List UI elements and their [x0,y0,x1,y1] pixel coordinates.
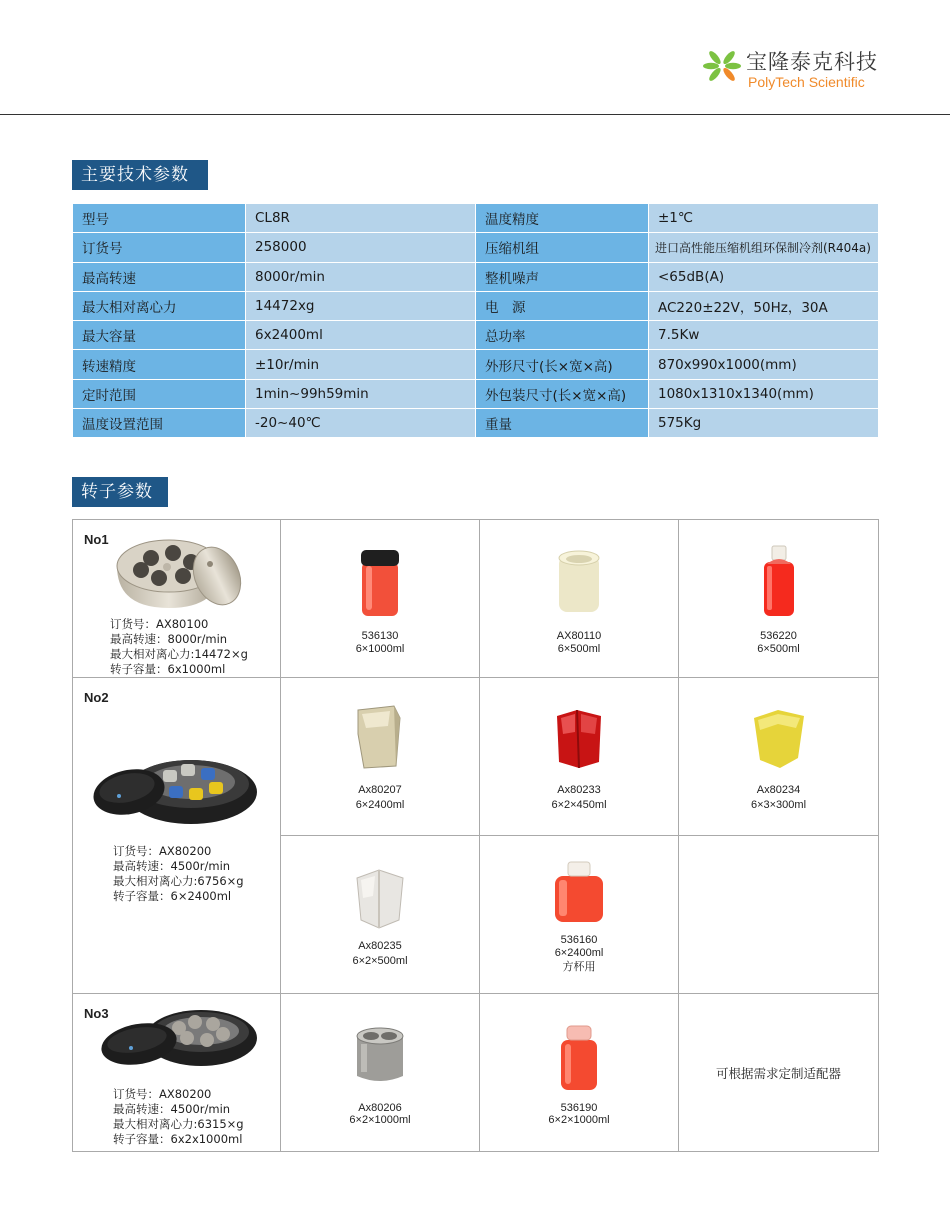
product-qty: 6×2400ml [554,947,604,959]
spec-row [73,262,879,291]
spec-row [73,321,879,350]
rotor-info-line: 最高转速：4500r/min [113,1102,231,1116]
product-qty: 6×2×500ml [352,955,408,967]
rotor-info-line: 最大相对离心力:6756×g [113,874,244,888]
product-cell [480,678,679,836]
rotor-cell-no1 [73,520,281,678]
product-code: Ax80207 [358,784,402,796]
product-cell [281,994,480,1152]
spec-label: 最大相对离心力 [73,291,246,320]
spec-label: 温度精度 [476,204,649,233]
spec-value: 1080x1310x1340(mm) [649,379,879,408]
spec-label: 总功率 [476,321,649,350]
rotor-cell-no2 [73,678,281,994]
spec-row [73,379,879,408]
spec-value: 575Kg [649,409,879,438]
spec-label: 订货号 [73,233,246,262]
rotor-number: No3 [84,1006,109,1021]
product-code: Ax80234 [756,784,801,796]
spec-value: 8000r/min [246,262,476,291]
product-qty: 6×2×1000ml [548,1114,610,1126]
spec-label: 外包装尺寸(长×宽×高) [476,379,649,408]
spec-label: 最大容量 [73,321,246,350]
beige-bucket-image [354,704,406,772]
spec-label: 整机噪声 [476,262,649,291]
product-qty: 6×2×1000ml [349,1114,411,1126]
product-code: Ax80206 [358,1102,402,1114]
rotor-info-line: 转子容量：6x1000ml [110,662,226,676]
product-qty: 6×3×300ml [750,799,807,811]
product-code: 536190 [560,1102,598,1114]
rotor-info-line: 订货号：AX80200 [113,844,212,858]
product-code: 536220 [760,630,797,642]
bottle-red-black-cap-image [358,548,402,620]
clear-adapter-image [353,866,407,930]
product-cell [480,994,679,1152]
rotor-info-line: 最高转速：8000r/min [110,632,228,646]
spec-value: -20~40℃ [246,409,476,438]
spec-label: 温度设置范围 [73,409,246,438]
product-cell [679,520,879,678]
spec-row [73,291,879,320]
custom-adapter-cell [679,994,879,1152]
bottle-red-pink-cap-image [558,1024,600,1092]
spec-label: 电 源 [476,291,649,320]
product-code: 536130 [361,630,399,642]
rotor-info-line: 最高转速：4500r/min [113,859,231,873]
product-code: Ax80233 [557,784,601,796]
spec-row [73,233,879,262]
spec-label: 转速精度 [73,350,246,379]
brand-logo [702,44,902,94]
specs-table [72,203,879,438]
custom-adapter-note: 可根据需求定制适配器 [715,1066,841,1081]
product-code: AX80110 [556,630,602,642]
spec-row [73,409,879,438]
rotor-no1-image [111,526,249,616]
spec-value: 1min~99h59min [246,379,476,408]
product-qty: 6×1000ml [355,643,405,655]
yellow-adapter-image [752,708,806,770]
rotor-no3-image [99,1004,261,1076]
product-cell [281,836,480,994]
section-title-rotors: 转子参数 [72,477,168,507]
rotor-no2-image [91,748,261,834]
spec-value: 7.5Kw [649,321,879,350]
rotor-info-line: 订货号：AX80100 [110,617,209,631]
red-adapter-image [553,706,605,770]
bottle-red-white-cap-image [761,544,797,618]
spec-value: ±10r/min [246,350,476,379]
product-cell [480,520,679,678]
spec-label: 定时范围 [73,379,246,408]
spec-value: ±1℃ [649,204,879,233]
product-cell [281,678,480,836]
spec-label: 重量 [476,409,649,438]
product-qty: 6×500ml [557,643,601,655]
product-cell [679,678,879,836]
spec-value: <65dB(A) [649,262,879,291]
spec-row [73,204,879,233]
product-cell [281,520,480,678]
steel-bucket-image [353,1024,407,1086]
rotor-info-line: 最大相对离心力:6315×g [113,1117,244,1131]
spec-value: AC220±22V，50Hz，30A [649,291,879,320]
product-code: 536160 [560,934,598,946]
product-qty: 6×500ml [757,643,800,655]
spec-value: 6x2400ml [246,321,476,350]
product-qty: 6×2400ml [355,799,405,811]
rotor-number: No2 [84,690,109,705]
spec-label: 外形尺寸(长×宽×高) [476,350,649,379]
spec-value: 进口高性能压缩机组环保制冷剂(R404a) [649,233,879,262]
spec-label: 压缩机组 [476,233,649,262]
spec-value: 14472xg [246,291,476,320]
brand-name-cn: 宝隆泰克科技 [746,50,878,74]
section-title-specs: 主要技术参数 [72,160,208,190]
spec-value: 870x990x1000(mm) [649,350,879,379]
product-qty: 6×2×450ml [551,799,607,811]
spec-label: 型号 [73,204,246,233]
rotor-number: No1 [84,532,109,547]
rotor-info-line: 最大相对离心力:14472×g [110,647,248,661]
brand-name-en: PolyTech Scientific [748,74,865,90]
product-code: Ax80235 [358,940,402,952]
rotor-cell-no3 [73,994,281,1152]
spec-value: 258000 [246,233,476,262]
spec-value: CL8R [246,204,476,233]
rotor-info-line: 转子容量：6x2x1000ml [113,1132,243,1146]
product-note: 方杯用 [562,960,596,973]
product-cell [480,836,679,994]
empty-cell [679,836,879,994]
cream-adapter-image [556,548,602,616]
spec-label: 最高转速 [73,262,246,291]
rotor-info-line: 转子容量：6×2400ml [113,889,232,903]
page-header [0,0,950,115]
rotors-table [72,519,879,1152]
rotor-info-line: 订货号：AX80200 [113,1087,212,1101]
brand-leaf-icon [702,46,742,86]
spec-row [73,350,879,379]
square-bottle-red-image [551,860,607,926]
